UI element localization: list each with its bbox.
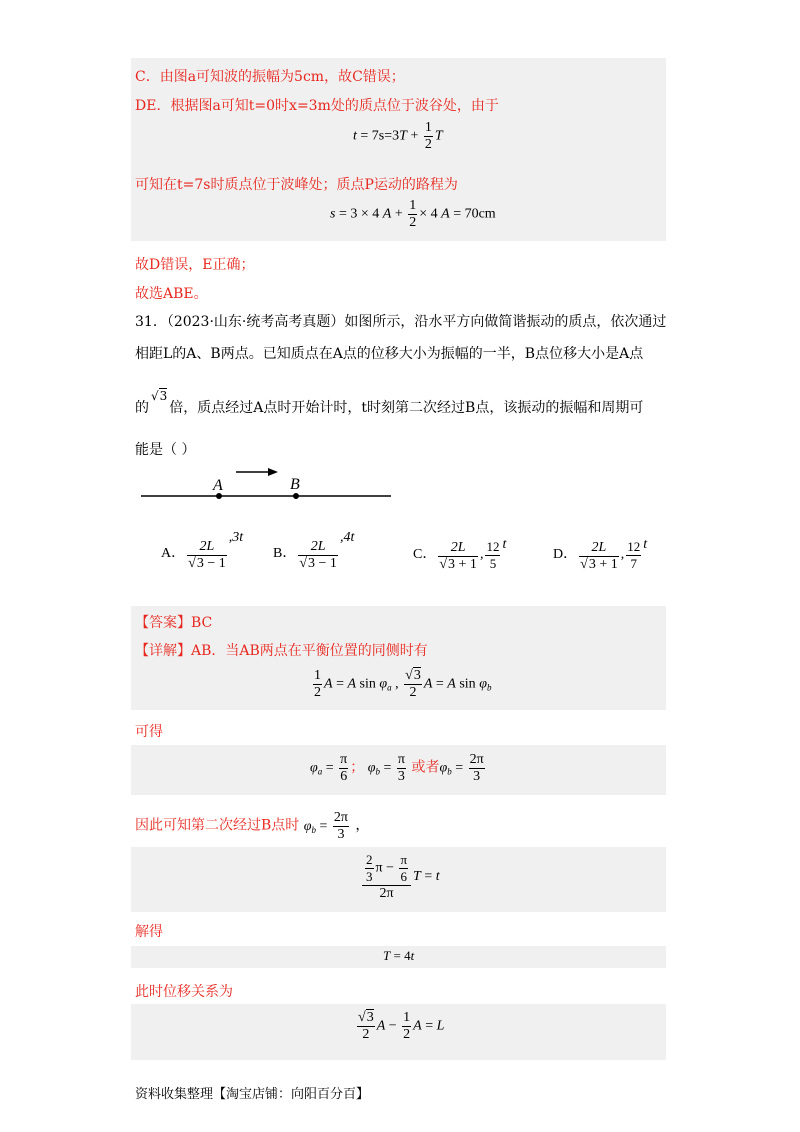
solution-choice: 故选ABE。 xyxy=(135,286,208,302)
solution-crest-line: 可知在t=7s时质点位于波峰处；质点P运动的路程为 xyxy=(135,177,458,193)
ke-de-label: 可得 xyxy=(135,724,163,740)
equation-path-s: s = 3 × 4 A + $\frac{1}{2}$ × 4 A = 70cm xyxy=(330,198,496,230)
displacement-relation-label: 此时位移关系为 xyxy=(135,984,233,1000)
question-line-2: 相距L的A、B两点。已知质点在A点的位移大小为振幅的一半，B点位移大小是A点 xyxy=(135,346,644,362)
solution-de-line: DE．根据图a可知t=0时x=3m处的质点位于波谷处，由于 xyxy=(135,98,499,114)
equation-displacement: $\frac{√3}{2}$ A − $\frac{1}{2}$ A = L xyxy=(358,1010,445,1042)
second-pass-line: 因此可知第二次经过B点时 $\varphi_b$ = $\frac{2\pi}{3}$ ， xyxy=(135,810,370,842)
equation-t-7s: t = 7s=3T + $\frac{1}{2}$ T xyxy=(353,120,443,152)
question-line-3: 的√3倍，质点经过A点时开始计时，t时刻第二次经过B点，该振动的振幅和周期可 xyxy=(135,389,644,416)
jie-de-label: 解得 xyxy=(135,924,163,940)
point-b-dot xyxy=(293,493,299,499)
equation-phi-values: $\varphi_a$ = $\frac{\pi}{6}$ ； $\varphi_b$ = $\frac{\pi}{3}$ 或者$\varphi_b$ = $\frac{2\pi}{3}$ xyxy=(310,752,484,784)
point-b-label: B xyxy=(290,476,300,493)
option-a[interactable]: A． $\frac{2L}{√3 - 1}$ ,3t xyxy=(161,530,244,571)
option-c[interactable]: C． $\frac{2L}{√3 + 1}$ , $\frac{12}{5}$ t xyxy=(413,537,507,572)
option-d[interactable]: D． $\frac{2L}{√3 + 1}$ , $\frac{12}{7}$ t xyxy=(553,537,648,572)
footer-text: 资料收集整理【淘宝店铺：向阳百分百】 xyxy=(135,1087,370,1102)
solution-c-line: C．由图a可知波的振幅为5cm，故C错误； xyxy=(135,69,405,85)
equation-sin-phi: $\frac{1}{2}$ A = A $\sin \varphi_a$ , $\frac{√3}{2}$ A = A $\sin \varphi_b$ xyxy=(314,668,492,700)
answer-line: 【答案】BC xyxy=(135,615,213,631)
equation-period: $\frac{2}{3}$ π − $\frac{\pi}{6}$ 2π T = t xyxy=(360,852,440,902)
solution-d-wrong: 故D错误，E正确； xyxy=(135,257,255,273)
explanation-intro: 【详解】AB．当AB两点在平衡位置的同侧时有 xyxy=(135,643,428,659)
equation-t-4t: T = 4t xyxy=(383,948,415,963)
arrow-head-icon xyxy=(268,468,278,476)
option-b[interactable]: B． $\frac{2L}{√3 - 1}$ ,4t xyxy=(273,530,355,571)
question-line-1: 31．（2023·山东·统考高考真题）如图所示，沿水平方向做简谐振动的质点，依次通过 xyxy=(135,314,667,330)
question-figure xyxy=(0,462,800,522)
point-a-label: A xyxy=(213,477,223,494)
question-line-4: 能是（ ） xyxy=(135,442,196,458)
